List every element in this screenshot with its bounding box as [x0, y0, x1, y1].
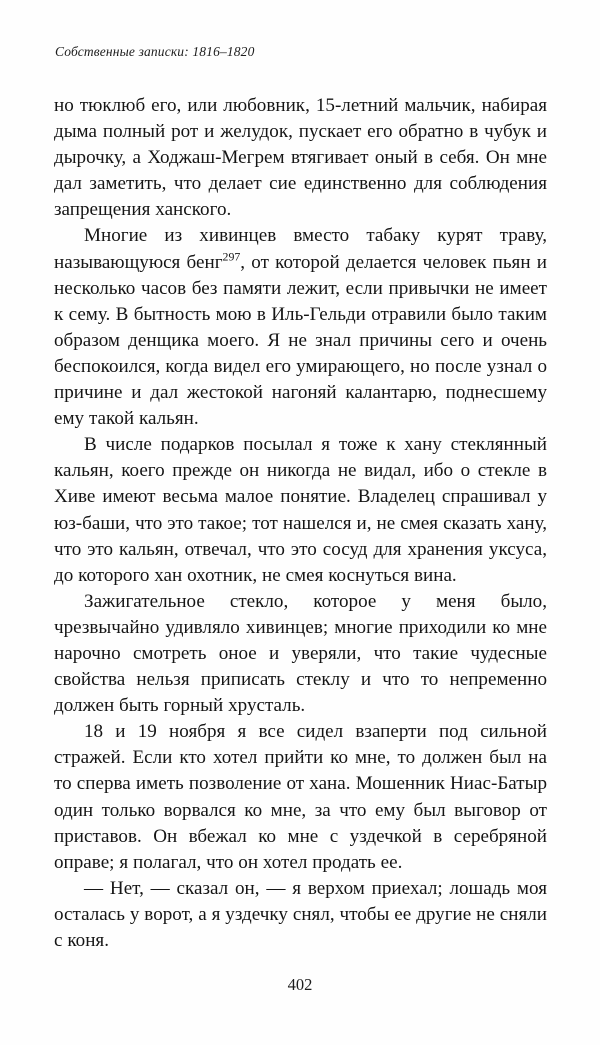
- paragraph: [54, 719, 547, 876]
- paragraph: [54, 93, 547, 223]
- paragraph-text-cont: , от которой делается человек пьян и несколько часов без памяти лежит, если привычки не имеет к сему. В бытность мою в Иль-Гельди отравили было таким образом денщика моего. Я не знал причины сего и очень беспокоился, когда видел его умирающего, но после узнал о причине и дал жестокой нагоняй калантарю, поднесшему ему такой кальян.: [54, 251, 547, 430]
- running-head: Собственные записки: 1816–1820: [55, 44, 255, 59]
- paragraph: [54, 223, 547, 432]
- paragraph: [54, 876, 547, 954]
- paragraph: [54, 589, 547, 719]
- paragraph-text: В числе подарков посылал я тоже к хану стеклянный кальян, коего прежде он никогда не видал, ибо о стекле в Хиве имеют весьма малое понятие. Владелец спрашивал у юз-баши, что это такое; тот нашелся и, не смея сказать хану, что это кальян, отвечал, что это сосуд для хранения уксуса, до которого хан охотник, не смея коснуться вина.: [54, 434, 547, 586]
- footnote-marker[interactable]: 297: [222, 249, 241, 264]
- paragraph: [54, 432, 547, 589]
- page-number: 402: [287, 975, 313, 994]
- paragraph-text: Многие из хивинцев вместо табаку курят траву, называющуюся бенг: [54, 225, 547, 273]
- paragraph-text: — Нет, — сказал он, — я верхом приехал; лошадь моя осталась у ворот, а я уздечку снял, чтобы ее другие не сняли с коня.: [54, 877, 547, 951]
- paragraph-text: 18 и 19 ноября я все сидел взаперти под сильной стражей. Если кто хотел прийти ко мне, то должен был на то сперва иметь позволение от хана. Мошенник Ниас-Батыр один только ворвался ко мне, за что ему был выговор от приставов. Он вбежал ко мне с уздечкой в серебряной оправе; я полагал, что он хотел продать ее.: [54, 721, 547, 873]
- body-text-block: [54, 93, 547, 954]
- paragraph-text: но тюклюб его, или любовник, 15-летний мальчик, набирая дыма полный рот и желудок, пускает его обратно в чубук и дырочку, а Ходжаш-Мегрем втягивает оный в себя. Он мне дал заметить, что делает сие единственно для соблюдения запрещения ханского.: [54, 95, 547, 221]
- paragraph-text: Зажигательное стекло, которое у меня было, чрезвычайно удивляло хивинцев; многие приходили ко мне нарочно смотреть оное и уверяли, что такие чудесные свойства нельзя приписать стеклу и что то непременно должен быть горный хрусталь.: [54, 590, 547, 717]
